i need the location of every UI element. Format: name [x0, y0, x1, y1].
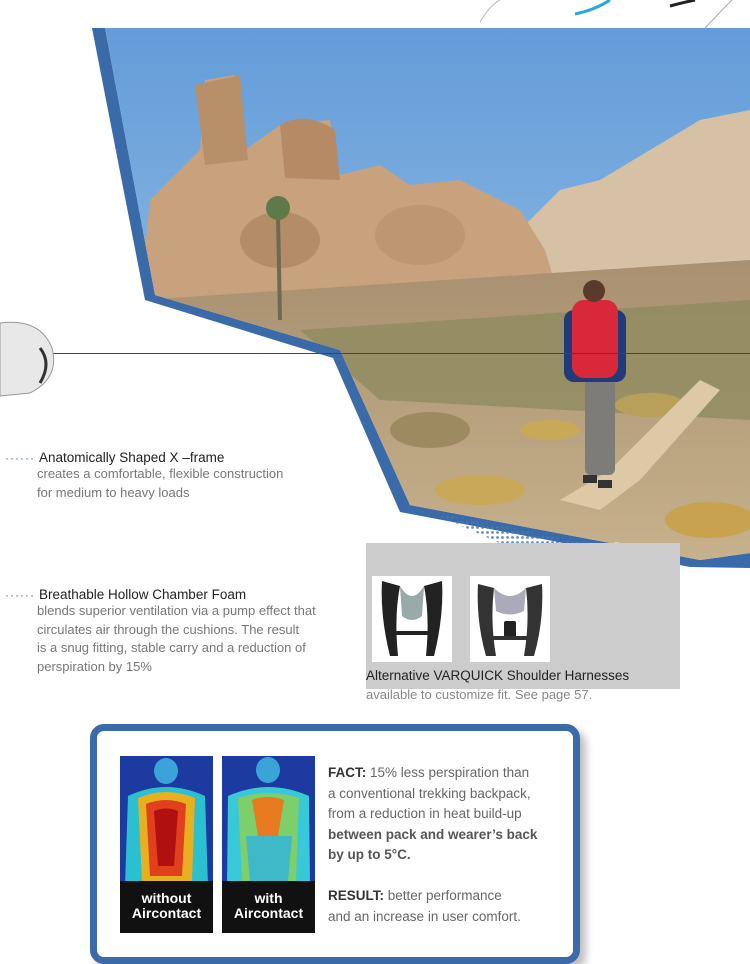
result-statement: RESULT: better performance and an increase in user comfort.	[328, 888, 521, 924]
thermal-label-without: without Aircontact	[120, 881, 213, 933]
thermal-label-with: with Aircontact	[222, 881, 315, 933]
feature-description: blends superior ventilation via a pump effect that circulates air through the cushions. The result is a snug fitting, stable carry and a reduction of perspiration by 15%	[37, 603, 316, 674]
feature-x-frame	[5, 450, 335, 502]
result-key: RESULT:	[328, 888, 384, 903]
dotted-leader: ······	[5, 588, 35, 602]
harness-title: Alternative VARQUICK Shoulder Harnesses	[366, 668, 630, 683]
harness-image-1	[372, 576, 452, 662]
fact-statement: FACT: 15% less perspiration than a conventional trekking backpack, from a reduction in heat build-up between pack and wearer’s back by up to 5°C.	[328, 765, 538, 862]
feature-description: creates a comfortable, flexible construction for medium to heavy loads	[37, 466, 284, 500]
thermal-image-without	[120, 756, 213, 933]
feature-title: Breathable Hollow Chamber Foam	[38, 587, 247, 602]
thermal-image-with	[222, 756, 315, 933]
backpack-edge-image	[0, 318, 60, 398]
feature-title: Anatomically Shaped X –frame	[38, 450, 225, 465]
harness-subtitle: available to customize fit. See page 57.	[366, 687, 593, 702]
divider-line	[0, 353, 750, 354]
fact-key: FACT:	[328, 765, 367, 780]
feature-hollow-chamber-foam	[5, 587, 335, 676]
harness-image-2	[470, 576, 550, 662]
dotted-leader: ······	[5, 451, 35, 465]
